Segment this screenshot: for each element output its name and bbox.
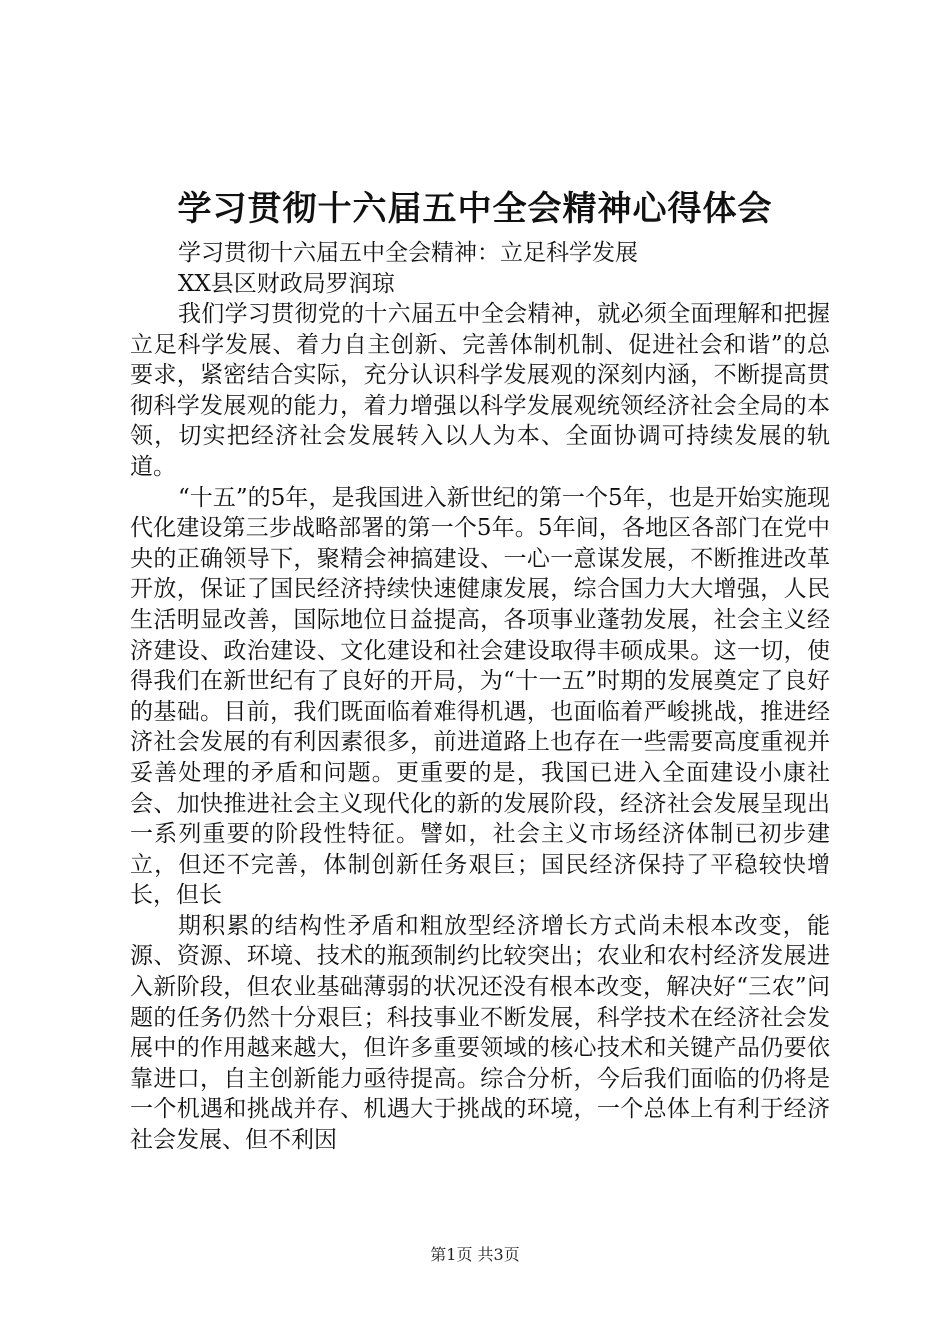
page-number-footer: 第1页 共3页 xyxy=(430,1245,520,1264)
body-paragraph: “十五”的5年，是我国进入新世纪的第一个5年，也是开始实施现代化建设第三步战略部署的第一个5年。5年间，各地区各部门在党中央的正确领导下，聚精会神搞建设、一心一意谋发展，不断推进改革开放，保证了国民经济持续快速健康发展，综合国力大大增强，人民生活明显改善，国际地位日益提高，各项事业蓬勃发展，社会主义经济建设、政治建设、文化建设和社会建设取得丰硕成果。这一切，使得我们在新世纪有了良好的开局，为“十一五”时期的发展奠定了良好的基础。目前，我们既面临着难得机遇，也面临着严峻挑战，推进经济社会发展的有利因素很多，前进道路上也存在一些需要高度重视并妥善处理的矛盾和问题。更重要的是，我国已进入全面建设小康社会、加快推进社会主义现代化的新的发展阶段，经济社会发展呈现出一系列重要的阶段性特征。譬如，社会主义市场经济体制已初步建立，但还不完善，体制创新任务艰巨；国民经济保持了平稳较快增长，但长 xyxy=(130,484,830,909)
body-paragraph: 期积累的结构性矛盾和粗放型经济增长方式尚未根本改变，能源、资源、环境、技术的瓶颈制约比较突出；农业和农村经济发展进入新阶段，但农业基础薄弱的状况还没有根本改变，解决好“三农”问题的任务仍然十分艰巨；科技事业不断发展，科学技术在经济社会发展中的作用越来越大，但许多重要领域的核心技术和关键产品仍要依靠进口，自主创新能力亟待提高。综合分析，今后我们面临的仍将是一个机遇和挑战并存、机遇大于挑战的环境，一个总体上有利于经济社会发展、但不利因 xyxy=(130,912,830,1154)
body-paragraph: 我们学习贯彻党的十六届五中全会精神，就必须全面理解和把握立足科学发展、着力自主创新、完善体制机制、促进社会和谐”的总要求，紧密结合实际，充分认识科学发展观的深刻内涵，不断提高贯彻科学发展观的能力，着力增强以科学发展观统领经济社会全局的本领，切实把经济社会发展转入以人为本、全面协调可持续发展的轨道。 xyxy=(130,301,830,480)
document-body xyxy=(130,299,830,1156)
document-title: 学习贯彻十六届五中全会精神心得体会 xyxy=(177,189,773,229)
document-author: XX县区财政局罗润琼 xyxy=(178,271,395,297)
document-subtitle: 学习贯彻十六届五中全会精神：立足科学发展 xyxy=(178,240,638,266)
